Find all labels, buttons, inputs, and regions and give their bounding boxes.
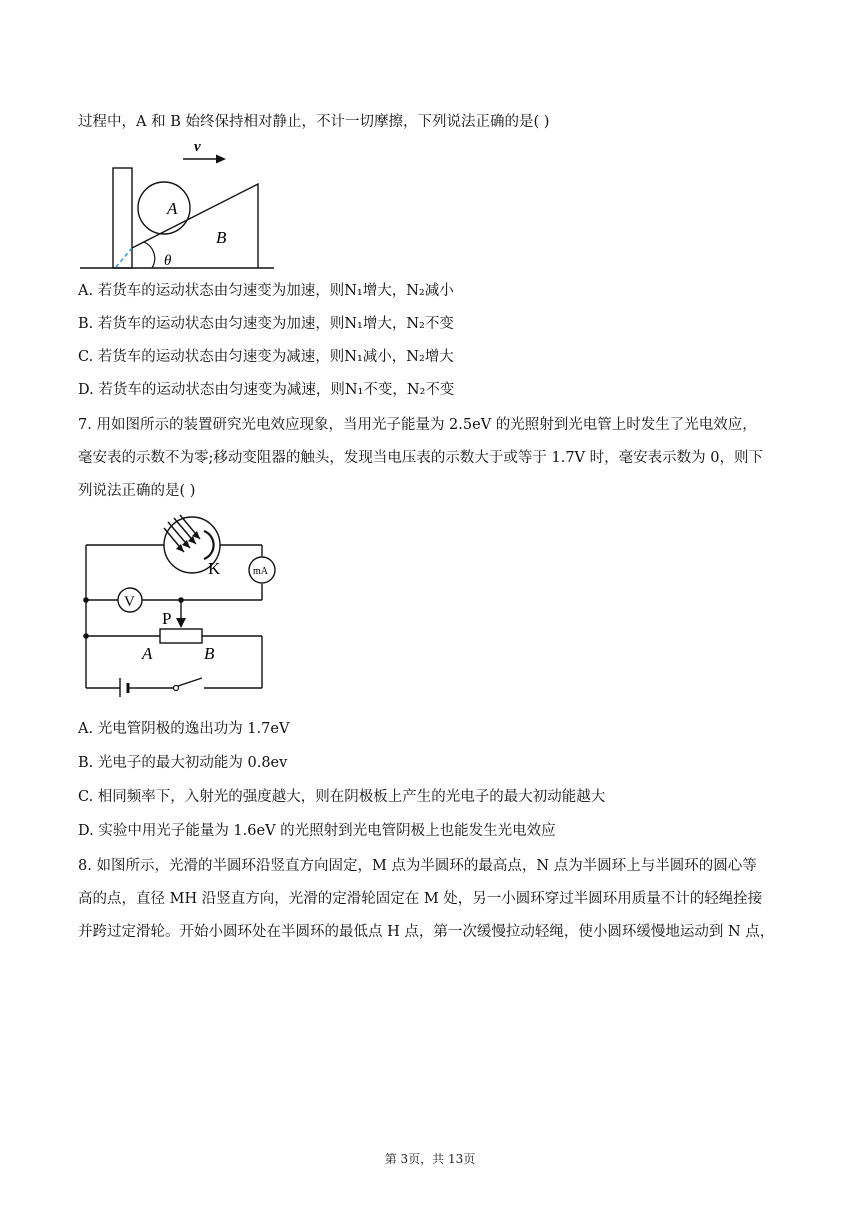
tube-label: K (208, 559, 221, 578)
page-footer: 第 3页，共 13页 (384, 1152, 476, 1166)
ammeter-label: mA (253, 566, 268, 577)
ball-label: A (167, 199, 178, 218)
q7-stem-line-1: 7. 用如图所示的装置研究光电效应现象，当用光子能量为 2.5eV 的光照射到光电管上时发生了光电效应， (78, 417, 757, 433)
q8-stem-line-1: 8. 如图所示，光滑的半圆环沿竖直方向固定，M 点为半圆环的最高点，N 点为半圆环上与半圆环的圆心等 (78, 858, 757, 874)
q6-stem-line: 过程中，A 和 B 始终保持相对静止，不计一切摩擦，下列说法正确的是( ) (78, 114, 550, 130)
wedge-ball-figure (78, 140, 278, 272)
q6-option-b: B. 若货车的运动状态由匀速变为加速，则N₁增大，N₂不变 (78, 316, 454, 332)
voltmeter-label: V (124, 594, 135, 610)
q7-option-b: B. 光电子的最大初动能为 0.8ev (78, 755, 288, 771)
q6-option-c: C. 若货车的运动状态由匀速变为减速，则N₁减小，N₂增大 (78, 349, 454, 365)
q6-option-a: A. 若货车的运动状态由匀速变为加速，则N₁增大，N₂减小 (78, 283, 454, 299)
slider-label: P (162, 609, 172, 628)
wedge-label: B (216, 228, 227, 247)
q7-stem-line-2: 毫安表的示数不为零;移动变阻器的触头，发现当电压表的示数大于或等于 1.7V 时，毫安表示数为 0，则下 (78, 450, 763, 466)
rheostat-end-a: A (142, 644, 153, 663)
angle-label: θ (164, 253, 172, 269)
velocity-label: v (194, 140, 201, 155)
q7-option-a: A. 光电管阴极的逸出功为 1.7eV (78, 721, 290, 737)
q8-stem-line-3: 并跨过定滑轮。开始小圆环处在半圆环的最低点 H 点，第一次缓慢拉动轻绳，使小圆环缓慢地运动到 N 点， (78, 924, 775, 940)
rheostat-end-b: B (204, 644, 215, 663)
photoelectric-circuit-figure (78, 512, 278, 697)
q6-option-d: D. 若货车的运动状态由匀速变为减速，则N₁不变，N₂不变 (78, 382, 455, 398)
q7-stem-line-3: 列说法正确的是( ) (78, 483, 196, 499)
q8-stem-line-2: 高的点，直径 MH 沿竖直方向，光滑的定滑轮固定在 M 处，另一小圆环穿过半圆环用质量不计的轻绳拴接 (78, 891, 763, 907)
q7-option-d: D. 实验中用光子能量为 1.6eV 的光照射到光电管阴极上也能发生光电效应 (78, 823, 556, 839)
q7-option-c: C. 相同频率下，入射光的强度越大，则在阴极板上产生的光电子的最大初动能越大 (78, 789, 606, 805)
